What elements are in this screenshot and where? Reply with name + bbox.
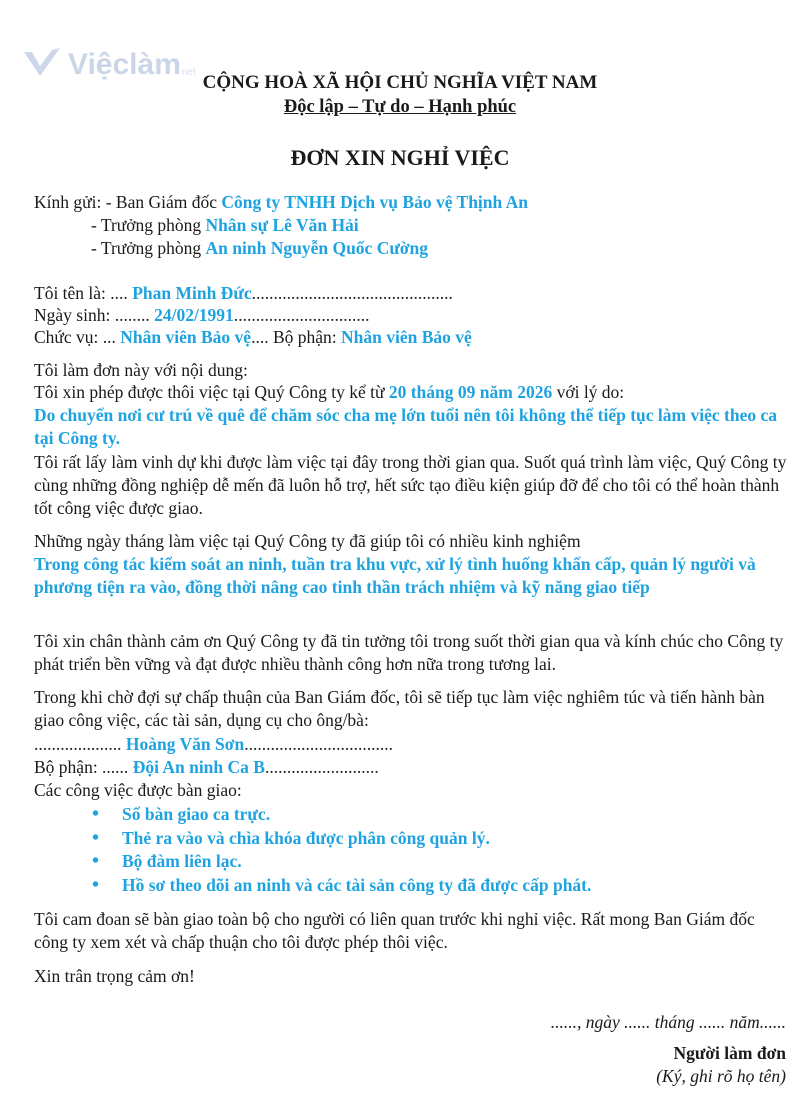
name-dots: ..............................................	[251, 283, 453, 303]
handover-dots-pre: ....................	[34, 734, 126, 754]
signature-date-line: ......, ngày ...... tháng ...... năm......	[550, 1012, 786, 1032]
signature-note: (Ký, ghi rõ họ tên)	[656, 1066, 786, 1086]
handover-person-line	[34, 733, 393, 756]
list-item: • Hồ sơ theo dõi an ninh và các tài sản công ty đã được cấp phát.	[92, 874, 591, 898]
resign-date: 20 tháng 09 năm 2026	[388, 382, 553, 402]
employee-dob: 24/02/1991	[154, 305, 234, 325]
handover-dept-dots: ..........................	[264, 757, 379, 777]
dob-label: Ngày sinh: ........	[34, 305, 155, 325]
employee-name: Phan Minh Đức	[132, 283, 252, 303]
recipient-prefix: Kính gửi: - Ban Giám đốc	[34, 192, 222, 212]
logo-name: Việclàm	[68, 48, 181, 81]
motto-header: Độc lập – Tự do – Hạnh phúc	[283, 97, 517, 117]
handover-intro: Trong khi chờ đợi sự chấp thuận của Ban Giám đốc, tôi sẽ tiếp tục làm việc nghiêm túc và tiến hành bàn giao công việc, các tài sản, dụng cụ cho ông/bà:	[34, 687, 765, 730]
recipient-3: An ninh Nguyễn Quốc Cường	[205, 238, 429, 258]
handover-dots-post: ..................................	[244, 734, 393, 754]
request-line	[34, 381, 624, 404]
recipient-company: Công ty TNHH Dịch vụ Bảo vệ Thịnh An	[221, 192, 529, 212]
name-label: Tôi tên là: ....	[34, 283, 133, 303]
task-list	[92, 803, 591, 897]
list-item: • Thẻ ra vào và chìa khóa được phân công quản lý.	[92, 827, 591, 851]
dept-label: Bộ phận:	[272, 327, 342, 347]
honor-paragraph: Tôi rất lấy làm vinh dự khi được làm việc tại đây trong thời gian qua. Suốt quá trình làm việc, Quý Công ty cùng những đồng nghiệp dễ mến đã luôn hỗ trợ, hết sức tạo điều kiện giúp đỡ để cho tôi có thể hoàn thành tốt công việc được giao.	[34, 452, 787, 518]
handover-dept-line	[34, 756, 379, 779]
list-item: • Bộ đàm liên lạc.	[92, 850, 591, 874]
recipient-2: Nhân sự Lê Văn Hải	[205, 215, 359, 235]
position-label: Chức vụ: ...	[34, 327, 121, 347]
letter-body	[34, 0, 790, 1097]
position-dots: ....	[251, 327, 273, 347]
recipient-3-prefix: - Trưởng phòng	[91, 238, 206, 258]
request-suffix: với lý do:	[552, 382, 625, 402]
handover-name: Hoàng Văn Sơn	[125, 734, 245, 754]
experience-text: Trong công tác kiểm soát an ninh, tuần tra khu vực, xử lý tình huống khẩn cấp, quản lý người và phương tiện ra vào, đồng thời nâng cao tinh thần trách nhiệm và kỹ năng giao tiếp	[34, 554, 756, 597]
handover-dept-label: Bộ phận: ......	[34, 757, 133, 777]
logo-suffix: net	[181, 67, 196, 78]
position-line	[34, 326, 472, 349]
dob-line	[34, 304, 369, 327]
signer-label: Người làm đơn	[673, 1043, 786, 1063]
document-title: ĐƠN XIN NGHỈ VIỆC	[290, 145, 510, 170]
name-line	[34, 282, 453, 305]
country-header: CỘNG HOÀ XÃ HỘI CHỦ NGHĨA VIỆT NAM	[202, 72, 598, 93]
employee-dept: Nhân viên Bảo vệ	[341, 327, 472, 347]
intro-line: Tôi làm đơn này với nội dung:	[34, 360, 248, 380]
reason-text: Do chuyển nơi cư trú về quê để chăm sóc cha mẹ lớn tuổi nên tôi không thể tiếp tục làm việc theo ca tại Công ty.	[34, 405, 777, 448]
list-item: • Sổ bàn giao ca trực.	[92, 803, 591, 827]
thanks-paragraph: Tôi xin chân thành cảm ơn Quý Công ty đã tin tưởng tôi trong suốt thời gian qua và kính chúc cho Công ty phát triển bền vững và đạt được nhiều thành công hơn nữa trong tương lai.	[34, 631, 784, 674]
recipient-2-prefix: - Trưởng phòng	[91, 215, 206, 235]
dob-dots: ...............................	[233, 305, 370, 325]
recipient-line-2	[91, 214, 359, 237]
closing-line: Xin trân trọng cảm ơn!	[34, 966, 195, 986]
employee-position: Nhân viên Bảo vệ	[120, 327, 252, 347]
experience-intro: Những ngày tháng làm việc tại Quý Công ty đã giúp tôi có nhiều kinh nghiệm	[34, 531, 581, 551]
commitment-paragraph: Tôi cam đoan sẽ bàn giao toàn bộ cho người có liên quan trước khi nghỉ việc. Rất mong Ban Giám đốc công ty xem xét và chấp thuận cho tôi được phép thôi việc.	[34, 909, 755, 952]
recipient-line-1	[34, 191, 528, 214]
handover-dept: Đội An ninh Ca B	[132, 757, 265, 777]
request-prefix: Tôi xin phép được thôi việc tại Quý Công ty kể từ	[34, 382, 389, 402]
recipient-line-3	[91, 237, 428, 260]
tasks-label: Các công việc được bàn giao:	[34, 780, 242, 800]
